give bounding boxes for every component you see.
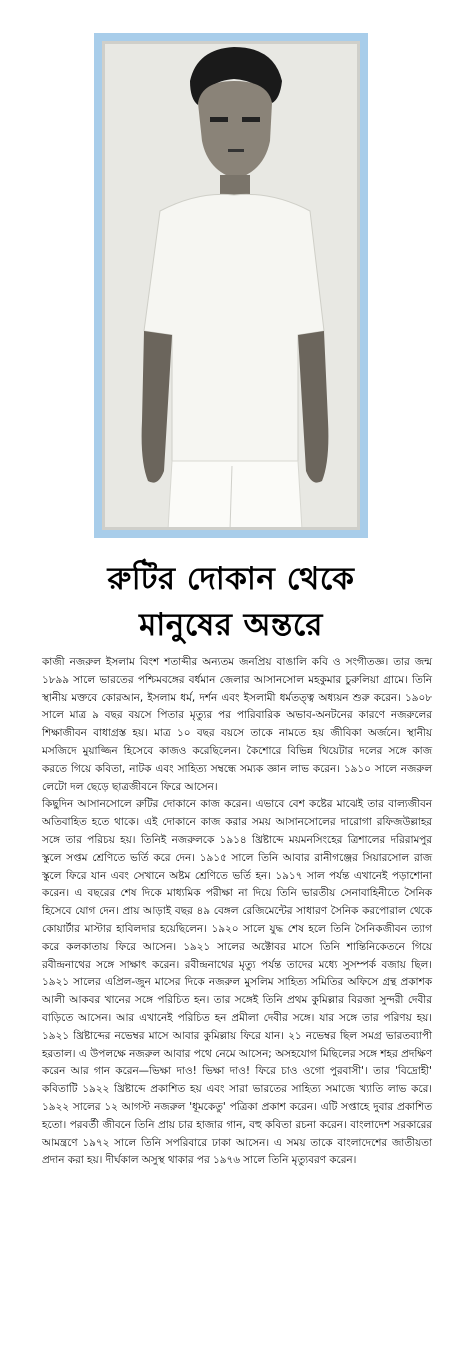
article-paragraph-2: কিছুদিন আসানসোলে রুটির দোকানে কাজ করেন। এভাবে বেশ কষ্টের মাঝেই তার বাল্যজীবন অতিবাহিত হতে থাকে। এই দোকানে কাজ করার সময় আসানসোলের দারোগা রফিজউল্লাহর সঙ্গে তার পরিচয় হয়। তিনিই নজরুলকে ১৯১৪ খ্রিষ্টাব্দে ময়মনসিংহের ত্রিশালের দরিরামপুর স্কুলে সপ্তম শ্রেণিতে ভর্তি করে দেন। ১৯১৫ সালে তিনি আবার রানীগঞ্জের সিয়ারসোল রাজ স্কুলে ফিরে যান এবং সেখানে অষ্টম শ্রেণিতে ভর্তি হন। ১৯১৭ সাল পর্যন্ত এখানেই পড়াশোনা করেন। এ বছরের শেষ দিকে মাধ্যমিক পরীক্ষা না দিয়ে তিনি ভারতীয় সেনাবাহিনীতে সৈনিক হিসেবে যোগ দেন। প্রায় আড়াই বছর ৪৯ বেঙ্গল রেজিমেন্টের সাধারণ সৈনিক করপোরাল থেকে কোয়ার্টার মাস্টার হাবিলদার হয়েছিলেন। ১৯২০ সালে যুদ্ধ শেষ হলে তিনি সৈনিকজীবন ত্যাগ করে কলকাতায় ফিরে আসেন। ১৯২১ সালের অক্টোবর মাসে তিনি শান্তিনিকেতনে গিয়ে রবীন্দ্রনাথের সঙ্গে সাক্ষাৎ করেন। রবীন্দ্রনাথের মৃত্যু পর্যন্ত তাদের মধ্যে সুসম্পর্ক বজায় ছিল। ১৯২১ সালের এপ্রিল-জুন মাসের দিকে নজরুল মুসলিম সাহিত্য সমিতির অফিসে গ্রন্থ প্রকাশক আলী আকবর খানের সঙ্গে পরিচিত হন। তার সঙ্গেই তিনি প্রথম কুমিল্লার বিরজা সুন্দরী দেবীর বাড়িতে আসেন। আর এখানেই পরিচিত হন প্রমীলা দেবীর সঙ্গে। যার সঙ্গে তার পরিণয় হয়। ১৯২১ খ্রিষ্টাব্দের নভেম্বর মাসে আবার কুমিল্লায় ফিরে যান। ২১ নভেম্বর ছিল সমগ্র ভারতব্যাপী হরতাল। এ উপলক্ষে নজরুল আবার পথে নেমে আসেন; অসহযোগ মিছিলের সঙ্গে শহর প্রদক্ষিণ করেন আর গান করেন—ভিক্ষা দাও! ভিক্ষা দাও! ফিরে চাও ওগো পুরবাসী'। তার 'বিদ্রোহী' কবিতাটি ১৯২২ খ্রিষ্টাব্দে প্রকাশিত হয় এবং সারা ভারতের সাহিত্য সমাজে খ্যাতি লাভ করে। ১৯২২ সালের ১২ আগস্ট নজরুল 'ধূমকেতু' পত্রিকা প্রকাশ করেন। এটি সপ্তাহে দুবার প্রকাশিত হতো। পরবর্তী জীবনে তিনি প্রায় চার হাজার গান, বহু কবিতা রচনা করেন। বাংলাদেশ সরকারের আমন্ত্রণে ১৯৭২ সালে তিনি সপরিবারে ঢাকা আসেন। এ সময় তাকে বাংলাদেশের জাতীয়তা প্রদান করা হয়। দীর্ঘকাল অসুস্থ থাকার পর ১৯৭৬ সালে তিনি মৃত্যুবরণ করেন। (42, 798, 432, 1167)
article-body (42, 654, 432, 1170)
headline-line-1: রুটির দোকান থেকে (107, 561, 355, 597)
portrait-photo-frame (94, 33, 368, 538)
headline-line-2: মানুষের অন্তরে (139, 607, 323, 643)
article-headline (0, 556, 462, 648)
article-paragraph-1: কাজী নজরুল ইসলাম বিংশ শতাব্দীর অন্যতম জনপ্রিয় বাঙালি কবি ও সংগীতজ্ঞ। তার জন্ম ১৮৯৯ সালে ভারতের পশ্চিমবঙ্গের বর্ধমান জেলার আসানসোল মহকুমার চুরুলিয়া গ্রামে। তিনি স্থানীয় মক্তবে কোরআন, ইসলাম ধর্ম, দর্শন এবং ইসলামী ধর্মতত্ত্ব অধ্যয়ন শুরু করেন। ১৯০৮ সালে মাত্র ৯ বছর বয়সে পিতার মৃত্যুর পর পারিবারিক অভাব-অনটনের কারণে নজরুলের শিক্ষাজীবন বাধাগ্রস্ত হয়। মাত্র ১০ বছর বয়সে তাকে নামতে হয় জীবিকা অর্জনে। স্থানীয় মসজিদে মুয়াজ্জিন হিসেবে কাজও করেছিলেন। কৈশোরে বিভিন্ন থিয়েটার দলের সঙ্গে কাজ করতে গিয়ে কবিতা, নাটক এবং সাহিত্য সম্বন্ধে সম্যক জ্ঞান লাভ করেন। ১৯১০ সালে নজরুল লেটো দল ছেড়ে ছাত্রজীবনে ফিরে আসেন। (42, 656, 432, 793)
portrait-image (102, 41, 360, 530)
portrait-photo (102, 41, 360, 530)
